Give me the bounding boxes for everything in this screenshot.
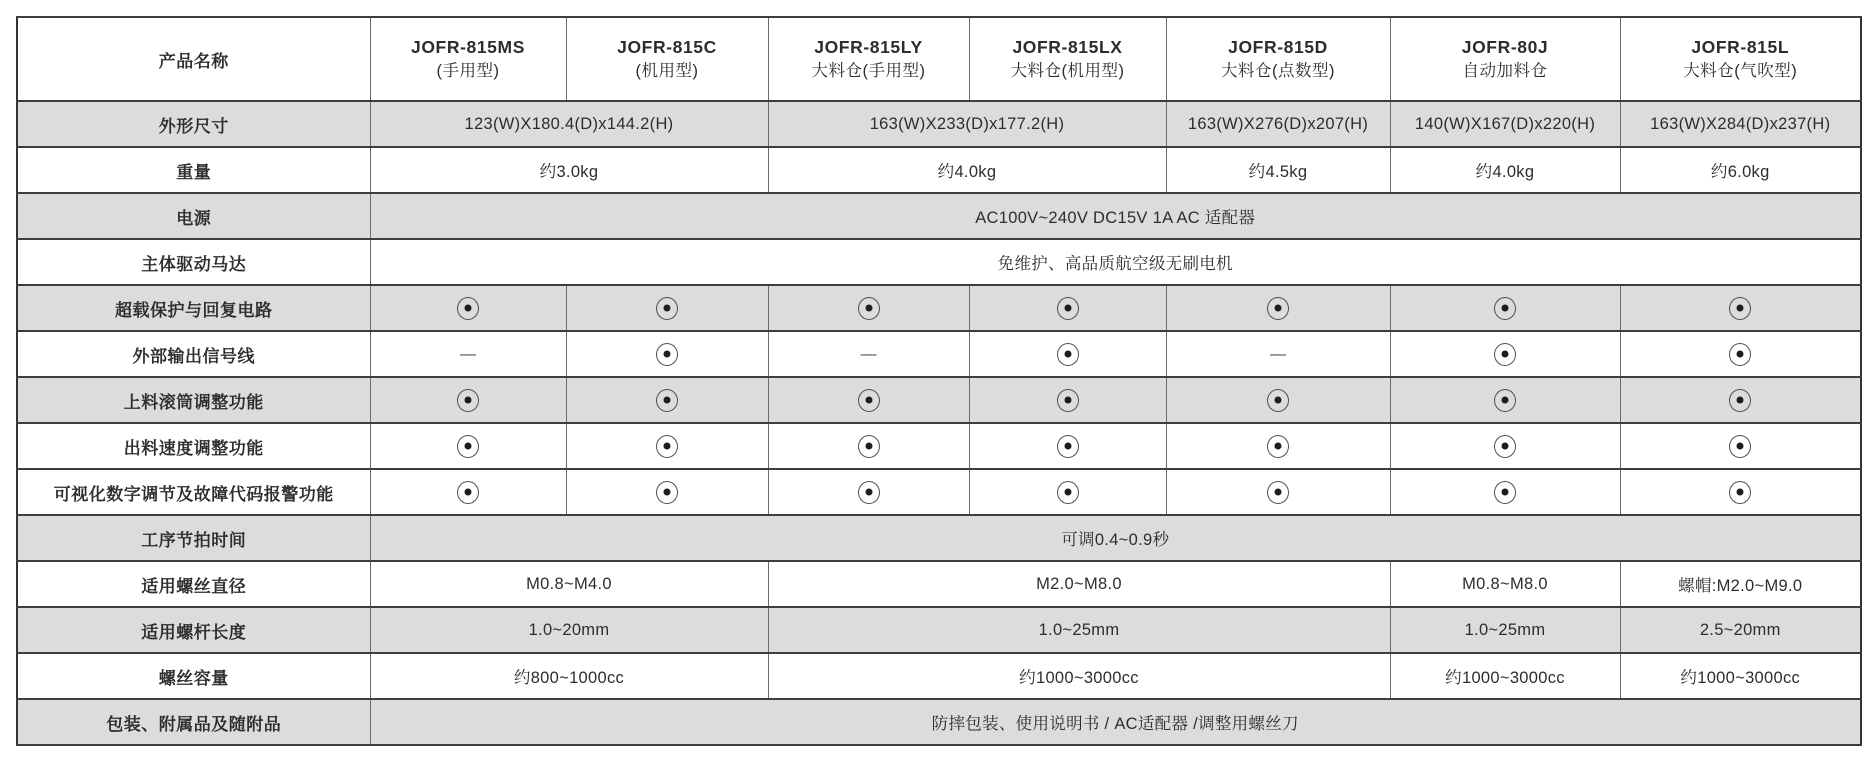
feature-supported-icon — [457, 435, 479, 458]
spec-cell-value: 163(W)X276(D)x207(H) — [1166, 101, 1390, 147]
feature-supported-icon — [1494, 343, 1516, 366]
spec-cell-value: 约4.0kg — [768, 147, 1166, 193]
row-label: 外部输出信号线 — [17, 331, 370, 377]
feature-supported-icon — [1057, 343, 1079, 366]
spec-row — [17, 423, 1861, 469]
spec-cell-value: 140(W)X167(D)x220(H) — [1390, 101, 1620, 147]
header-row — [17, 17, 1861, 101]
spec-cell-value: AC100V~240V DC15V 1A AC 适配器 — [370, 193, 1861, 239]
spec-cell-value: 约800~1000cc — [370, 653, 768, 699]
spec-cell-supported — [370, 285, 566, 331]
spec-row — [17, 285, 1861, 331]
feature-supported-icon — [1267, 481, 1289, 504]
spec-cell-supported — [969, 331, 1166, 377]
spec-cell-supported — [370, 469, 566, 515]
feature-supported-icon — [1057, 389, 1079, 412]
product-model-name: JOFR-815LY — [814, 37, 923, 57]
spec-cell-supported — [1620, 377, 1861, 423]
spec-cell-supported — [969, 377, 1166, 423]
product-model-name: JOFR-815C — [617, 37, 717, 57]
product-column-header — [768, 17, 969, 101]
product-variant-label: (手用型) — [436, 62, 500, 80]
row-label: 适用螺杆长度 — [17, 607, 370, 653]
feature-supported-icon — [1057, 481, 1079, 504]
spec-cell-supported — [969, 423, 1166, 469]
product-column-header — [1620, 17, 1861, 101]
spec-cell-supported — [1390, 377, 1620, 423]
spec-row — [17, 607, 1861, 653]
spec-row — [17, 561, 1861, 607]
spec-cell-value: 2.5~20mm — [1620, 607, 1861, 653]
spec-cell-supported — [370, 377, 566, 423]
spec-row — [17, 515, 1861, 561]
product-variant-label: (机用型) — [635, 62, 699, 80]
row-label: 上料滚筒调整功能 — [17, 377, 370, 423]
spec-row — [17, 193, 1861, 239]
product-variant-label: 自动加料仓 — [1462, 62, 1548, 80]
spec-cell-supported — [1390, 285, 1620, 331]
spec-cell-supported — [370, 423, 566, 469]
product-model-name: JOFR-815LX — [1012, 37, 1123, 57]
product-variant-label: 大料仓(点数型) — [1221, 62, 1335, 80]
spec-cell-value: 防摔包装、使用说明书 / AC适配器 /调整用螺丝刀 — [370, 699, 1861, 745]
spec-cell-supported — [768, 469, 969, 515]
feature-supported-icon — [656, 481, 678, 504]
spec-cell-value: 约3.0kg — [370, 147, 768, 193]
feature-supported-icon — [1267, 389, 1289, 412]
spec-cell-supported — [1166, 469, 1390, 515]
spec-cell-not-available — [768, 331, 969, 377]
product-model-name: JOFR-815MS — [411, 37, 525, 57]
spec-cell-supported — [969, 285, 1166, 331]
spec-row — [17, 469, 1861, 515]
feature-supported-icon — [1494, 481, 1516, 504]
spec-cell-supported — [1620, 469, 1861, 515]
spec-cell-value: 约1000~3000cc — [1390, 653, 1620, 699]
spec-cell-supported — [1390, 331, 1620, 377]
feature-supported-icon — [1494, 435, 1516, 458]
row-label: 螺丝容量 — [17, 653, 370, 699]
spec-row — [17, 239, 1861, 285]
feature-supported-icon — [1494, 389, 1516, 412]
spec-cell-value: 1.0~25mm — [1390, 607, 1620, 653]
row-label: 电源 — [17, 193, 370, 239]
table-body — [17, 101, 1861, 745]
spec-cell-value: 约1000~3000cc — [1620, 653, 1861, 699]
spec-cell-value: 163(W)X233(D)x177.2(H) — [768, 101, 1166, 147]
spec-cell-supported — [768, 285, 969, 331]
row-label: 主体驱动马达 — [17, 239, 370, 285]
feature-supported-icon — [1729, 297, 1751, 320]
spec-cell-value: 163(W)X284(D)x237(H) — [1620, 101, 1861, 147]
product-column-header — [370, 17, 566, 101]
feature-supported-icon — [858, 481, 880, 504]
spec-row — [17, 101, 1861, 147]
product-model-name: JOFR-80J — [1461, 37, 1549, 57]
feature-supported-icon — [1057, 297, 1079, 320]
table-header — [17, 17, 1861, 101]
spec-cell-supported — [1166, 377, 1390, 423]
spec-cell-value: 可调0.4~0.9秒 — [370, 515, 1861, 561]
spec-cell-value: M2.0~M8.0 — [768, 561, 1390, 607]
feature-supported-icon — [656, 389, 678, 412]
spec-cell-value: 约4.5kg — [1166, 147, 1390, 193]
spec-cell-supported — [1390, 469, 1620, 515]
spec-row — [17, 699, 1861, 745]
spec-cell-supported — [768, 423, 969, 469]
product-spec-table — [16, 16, 1862, 746]
product-column-header — [969, 17, 1166, 101]
spec-cell-supported — [566, 377, 768, 423]
row-label: 包装、附属品及随附品 — [17, 699, 370, 745]
feature-supported-icon — [858, 435, 880, 458]
feature-supported-icon — [1729, 389, 1751, 412]
spec-cell-supported — [566, 469, 768, 515]
spec-cell-supported — [1620, 423, 1861, 469]
feature-supported-icon — [457, 297, 479, 320]
spec-row — [17, 653, 1861, 699]
product-column-header — [1390, 17, 1620, 101]
spec-cell-supported — [566, 331, 768, 377]
spec-cell-supported — [1390, 423, 1620, 469]
row-label: 出料速度调整功能 — [17, 423, 370, 469]
feature-supported-icon — [1267, 297, 1289, 320]
spec-cell-value: 约4.0kg — [1390, 147, 1620, 193]
spec-cell-supported — [1620, 285, 1861, 331]
feature-supported-icon — [858, 389, 880, 412]
row-label: 超载保护与回复电路 — [17, 285, 370, 331]
spec-cell-not-available — [1166, 331, 1390, 377]
spec-cell-not-available — [370, 331, 566, 377]
feature-supported-icon — [656, 435, 678, 458]
spec-cell-value: M0.8~M8.0 — [1390, 561, 1620, 607]
product-variant-label: 大料仓(手用型) — [811, 62, 926, 80]
spec-row — [17, 331, 1861, 377]
spec-cell-value: 123(W)X180.4(D)x144.2(H) — [370, 101, 768, 147]
not-available-dash: — — [860, 345, 877, 363]
feature-supported-icon — [457, 481, 479, 504]
spec-cell-supported — [969, 469, 1166, 515]
corner-header-product-name: 产品名称 — [17, 17, 370, 101]
feature-supported-icon — [1729, 481, 1751, 504]
feature-supported-icon — [1729, 435, 1751, 458]
spec-cell-value: M0.8~M4.0 — [370, 561, 768, 607]
row-label: 外形尺寸 — [17, 101, 370, 147]
feature-supported-icon — [1267, 435, 1289, 458]
product-column-header — [566, 17, 768, 101]
spec-cell-value: 免维护、高品质航空级无刷电机 — [370, 239, 1861, 285]
feature-supported-icon — [457, 389, 479, 412]
spec-cell-supported — [566, 423, 768, 469]
feature-supported-icon — [1057, 435, 1079, 458]
row-label: 重量 — [17, 147, 370, 193]
spec-row — [17, 377, 1861, 423]
product-column-header — [1166, 17, 1390, 101]
product-model-name: JOFR-815D — [1228, 37, 1328, 57]
spec-cell-supported — [1166, 285, 1390, 331]
feature-supported-icon — [656, 343, 678, 366]
spec-cell-value: 螺帽:M2.0~M9.0 — [1620, 561, 1861, 607]
row-label: 工序节拍时间 — [17, 515, 370, 561]
product-variant-label: 大料仓(气吹型) — [1683, 62, 1798, 80]
spec-cell-supported — [1620, 331, 1861, 377]
spec-cell-value: 约1000~3000cc — [768, 653, 1390, 699]
spec-row — [17, 147, 1861, 193]
product-model-name: JOFR-815L — [1691, 37, 1790, 57]
spec-cell-value: 1.0~20mm — [370, 607, 768, 653]
not-available-dash: — — [1270, 345, 1286, 363]
spec-cell-supported — [768, 377, 969, 423]
spec-cell-value: 1.0~25mm — [768, 607, 1390, 653]
row-label: 可视化数字调节及故障代码报警功能 — [17, 469, 370, 515]
row-label: 适用螺丝直径 — [17, 561, 370, 607]
spec-cell-supported — [1166, 423, 1390, 469]
feature-supported-icon — [1729, 343, 1751, 366]
not-available-dash: — — [460, 345, 476, 363]
feature-supported-icon — [656, 297, 678, 320]
feature-supported-icon — [1494, 297, 1516, 320]
spec-cell-supported — [566, 285, 768, 331]
feature-supported-icon — [858, 297, 880, 320]
product-variant-label: 大料仓(机用型) — [1010, 62, 1125, 80]
spec-cell-value: 约6.0kg — [1620, 147, 1861, 193]
